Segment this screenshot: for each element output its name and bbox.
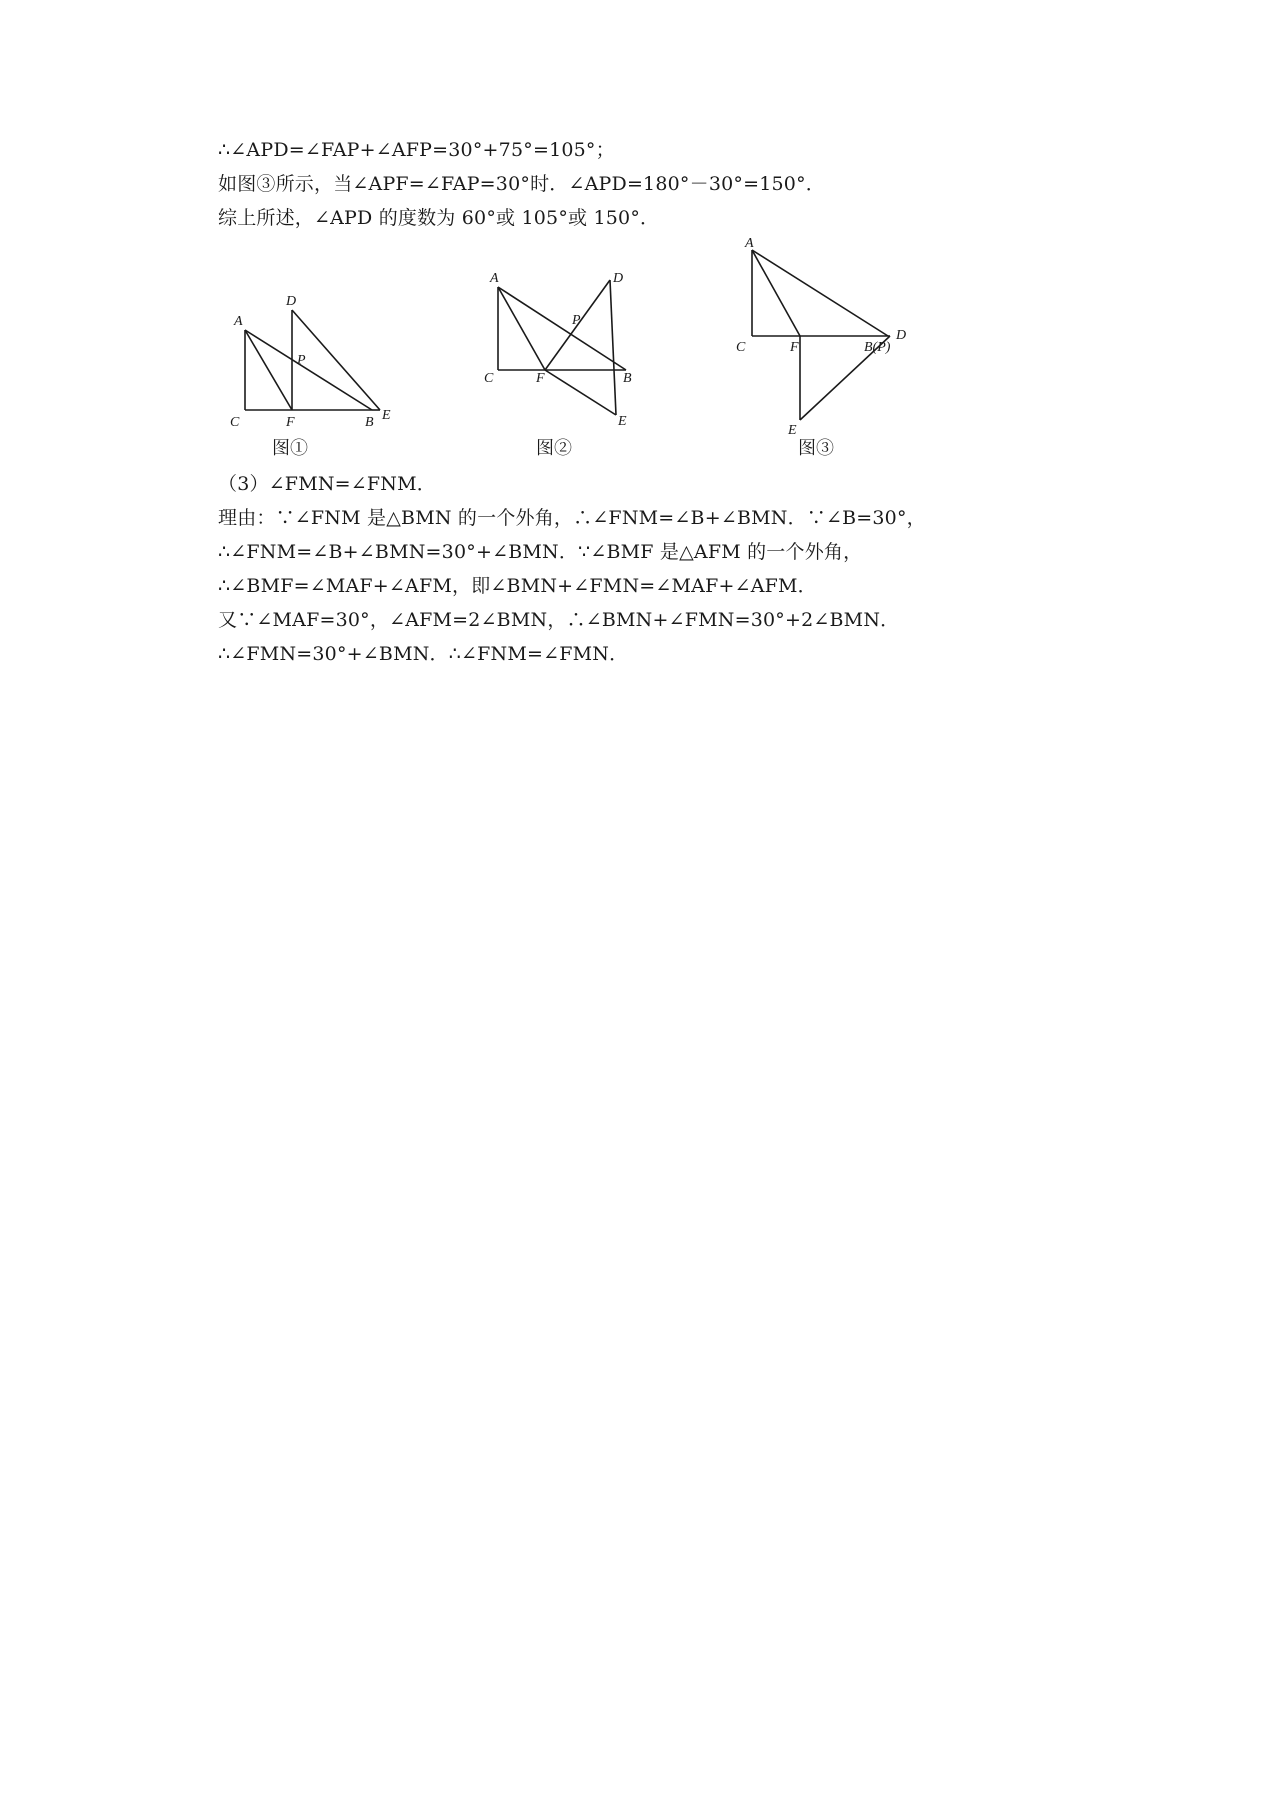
- figure-1-caption: 图①: [272, 438, 308, 459]
- solution-line-1: ∴∠APD=∠FAP+∠AFP=30°+75°=105°；: [218, 139, 615, 161]
- segment-ab: [498, 287, 626, 370]
- label-c: C: [230, 415, 240, 430]
- figure-2: [478, 262, 668, 459]
- figure-2-diagram: [478, 262, 668, 442]
- segment-af: [498, 287, 545, 370]
- part3-line-5: 又∵∠MAF=30°，∠AFM=2∠BMN，∴∠BMN+∠FMN=30°+2∠BMN．: [218, 609, 900, 631]
- label-e: E: [788, 423, 797, 438]
- segment-de: [610, 280, 616, 415]
- label-c: C: [484, 371, 494, 386]
- label-b: B: [623, 371, 632, 386]
- label-f: F: [536, 371, 545, 386]
- label-p: P: [572, 313, 581, 328]
- label-d: D: [613, 271, 624, 286]
- figure-1: [220, 288, 400, 459]
- label-a: A: [745, 236, 754, 251]
- figure-2-caption: 图②: [536, 438, 572, 459]
- label-a: A: [490, 271, 499, 286]
- segment-ab: [245, 330, 372, 410]
- figure-3-caption: 图③: [798, 438, 834, 459]
- figure-3: [728, 232, 918, 459]
- figure-1-diagram: [220, 288, 400, 438]
- label-e: E: [382, 408, 391, 423]
- solution-line-2: 如图③所示，当∠APF=∠FAP=30°时．∠APD=180°－30°=150°．: [218, 173, 825, 195]
- label-b: B: [365, 415, 374, 430]
- part3-line-4: ∴∠BMF=∠MAF+∠AFM，即∠BMN+∠FMN=∠MAF+∠AFM．: [218, 575, 817, 597]
- label-d: D: [286, 294, 297, 309]
- label-d: D: [896, 328, 907, 343]
- segment-af: [245, 330, 292, 410]
- figure-3-diagram: [728, 232, 918, 442]
- segment-af: [752, 250, 800, 336]
- label-p: P: [297, 353, 306, 368]
- solution-line-3: 综上所述，∠APD 的度数为 60°或 105°或 150°．: [218, 207, 660, 229]
- part3-line-1: （3）∠FMN=∠FNM．: [218, 473, 436, 495]
- segment-ab: [752, 250, 888, 336]
- label-e: E: [618, 414, 627, 429]
- label-b-p: B(P): [864, 340, 891, 355]
- part3-line-6: ∴∠FMN=30°+∠BMN．∴∠FNM=∠FMN．: [218, 643, 629, 665]
- part3-line-3: ∴∠FNM=∠B+∠BMN=30°+∠BMN．∵∠BMF 是△AFM 的一个外角，: [218, 541, 863, 563]
- label-a: A: [234, 314, 243, 329]
- segment-fe: [545, 370, 616, 415]
- label-f: F: [790, 340, 799, 355]
- label-c: C: [736, 340, 746, 355]
- label-f: F: [286, 415, 295, 430]
- part3-line-2: 理由：∵∠FNM 是△BMN 的一个外角，∴∠FNM=∠B+∠BMN．∵∠B=30°，: [218, 507, 926, 529]
